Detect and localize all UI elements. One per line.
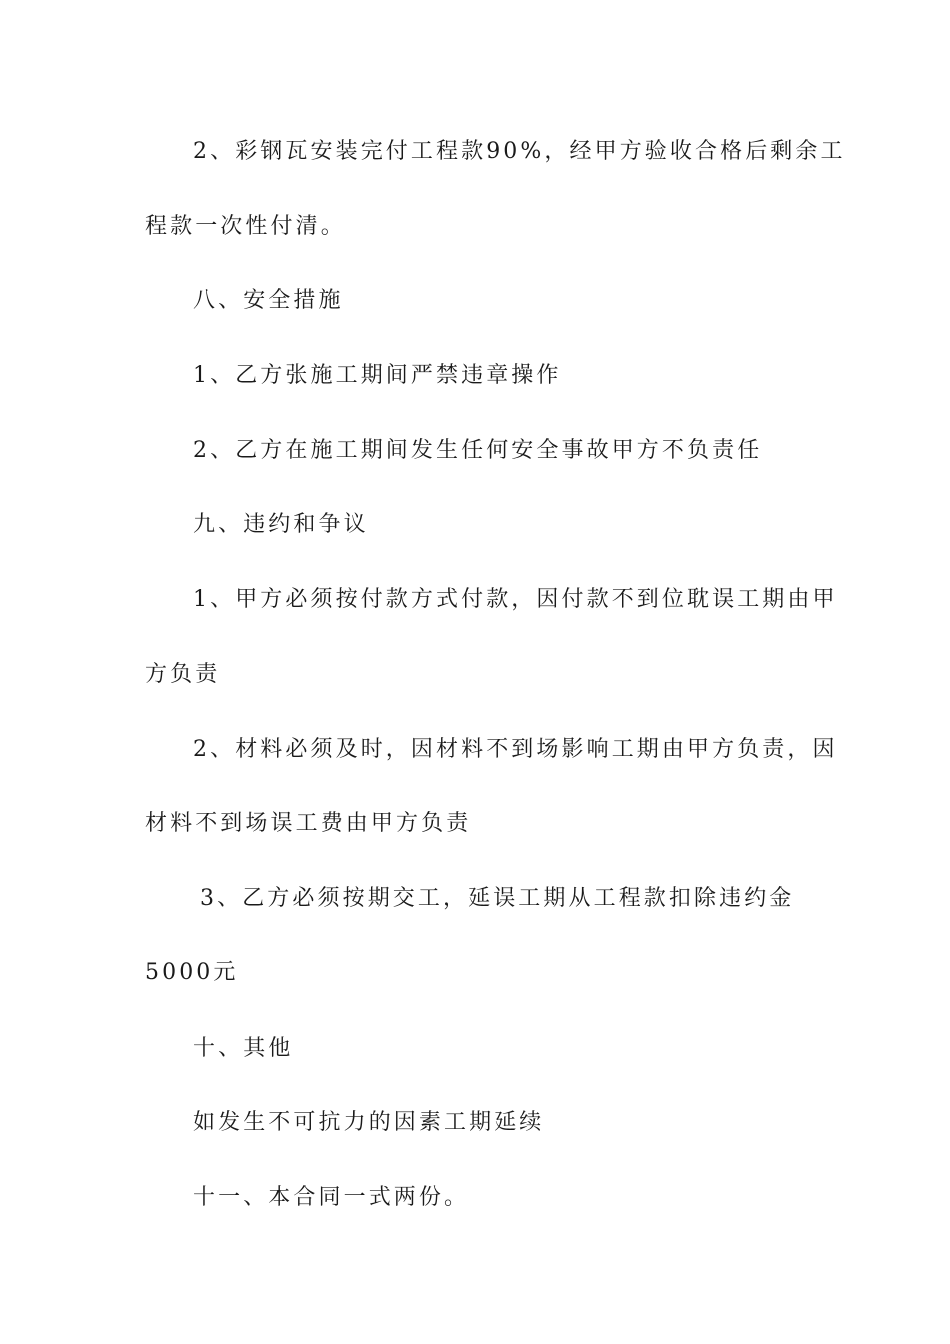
other-clause: 如发生不可抗力的因素工期延续	[193, 1110, 545, 1135]
breach-clause-1-line-1: 1、甲方必须按付款方式付款，因付款不到位耽误工期由甲	[193, 587, 838, 612]
section-heading-safety: 八、安全措施	[193, 288, 344, 313]
breach-clause-1-line-2: 方负责	[145, 662, 221, 687]
safety-clause-1: 1、乙方张施工期间严禁违章操作	[193, 363, 562, 388]
section-heading-copies: 十一、本合同一式两份。	[193, 1185, 470, 1210]
section-heading-breach: 九、违约和争议	[193, 512, 369, 537]
breach-clause-2-line-1: 2、材料必须及时，因材料不到场影响工期由甲方负责，因	[193, 737, 838, 762]
payment-clause-2-line-1: 2、彩钢瓦安装完付工程款90%，经甲方验收合格后剩余工	[193, 139, 846, 164]
payment-clause-2-line-2: 程款一次性付清。	[145, 214, 346, 239]
safety-clause-2: 2、乙方在施工期间发生任何安全事故甲方不负责任	[193, 438, 763, 463]
breach-clause-2-line-2: 材料不到场误工费由甲方负责	[145, 811, 472, 836]
section-heading-other: 十、其他	[193, 1036, 294, 1061]
breach-clause-3-line-2: 5000元	[145, 960, 239, 985]
breach-clause-3-line-1: 3、乙方必须按期交工，延误工期从工程款扣除违约金	[200, 886, 795, 911]
